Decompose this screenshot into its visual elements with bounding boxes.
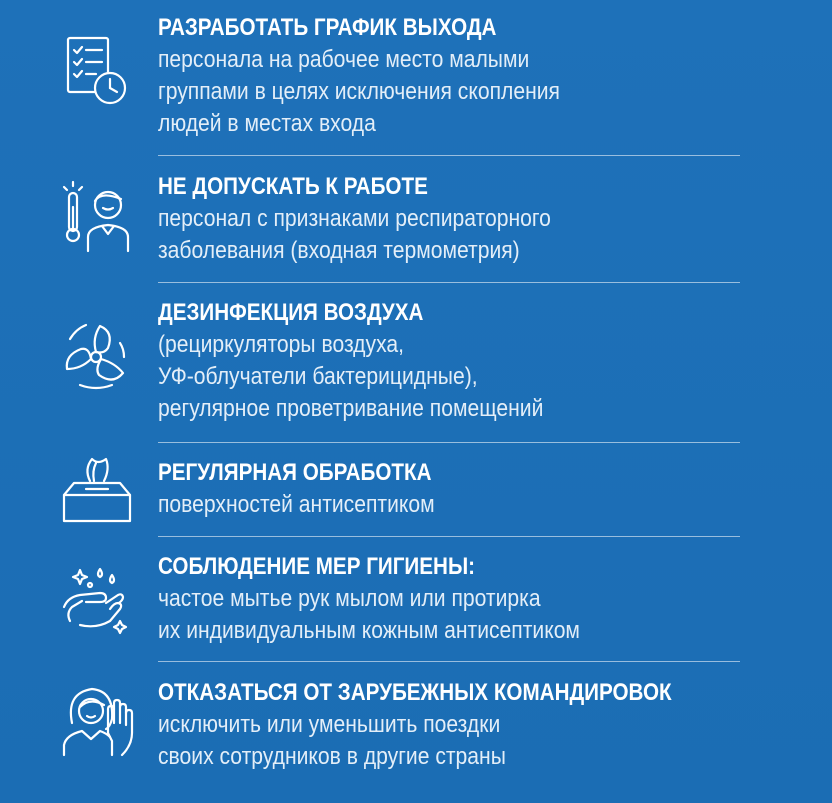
item-line: регулярное проветривание помещений [158, 395, 544, 422]
item-line: их индивидуальным кожным антисептиком [158, 617, 580, 644]
tissue-box-icon [60, 453, 134, 527]
hand-washing-icon [60, 563, 134, 637]
item-line: исключить или уменьшить поездки [158, 711, 501, 738]
item-line: УФ-облучатели бактерицидные), [158, 363, 478, 390]
item-line: персонала на рабочее место малыми [158, 46, 530, 73]
item-title: ДЕЗИНФЕКЦИЯ ВОЗДУХА [158, 299, 424, 326]
item-title: РАЗРАБОТАТЬ ГРАФИК ВЫХОДА [158, 14, 497, 41]
thermometer-sick-person-icon [60, 179, 134, 253]
item-text [158, 12, 758, 140]
item-text [158, 551, 758, 647]
item-text [158, 297, 758, 425]
divider [158, 282, 740, 283]
item-title: СОБЛЮДЕНИЕ МЕР ГИГИЕНЫ: [158, 553, 476, 580]
divider [158, 442, 740, 443]
woman-stop-hand-icon [60, 683, 134, 757]
divider [158, 536, 740, 537]
item-text [158, 171, 758, 267]
item-line: своих сотрудников в другие страны [158, 743, 506, 770]
item-line: частое мытье рук мылом или протирка [158, 585, 541, 612]
item-line: группами в целях исключения скопления [158, 78, 560, 105]
item-text [158, 457, 758, 521]
fan-icon [60, 319, 134, 393]
item-title: ОТКАЗАТЬСЯ ОТ ЗАРУБЕЖНЫХ КОМАНДИРОВОК [158, 679, 672, 706]
item-title: НЕ ДОПУСКАТЬ К РАБОТЕ [158, 173, 428, 200]
item-title: РЕГУЛЯРНАЯ ОБРАБОТКА [158, 459, 432, 486]
divider [158, 155, 740, 156]
item-line: поверхностей антисептиком [158, 491, 435, 518]
item-line: (рециркуляторы воздуха, [158, 331, 405, 358]
schedule-checklist-clock-icon [60, 34, 134, 108]
item-line: персонал с признаками респираторного [158, 205, 551, 232]
item-line: заболевания (входная термометрия) [158, 237, 520, 264]
item-text [158, 677, 758, 773]
item-line: людей в местах входа [158, 110, 376, 137]
divider [158, 661, 740, 662]
